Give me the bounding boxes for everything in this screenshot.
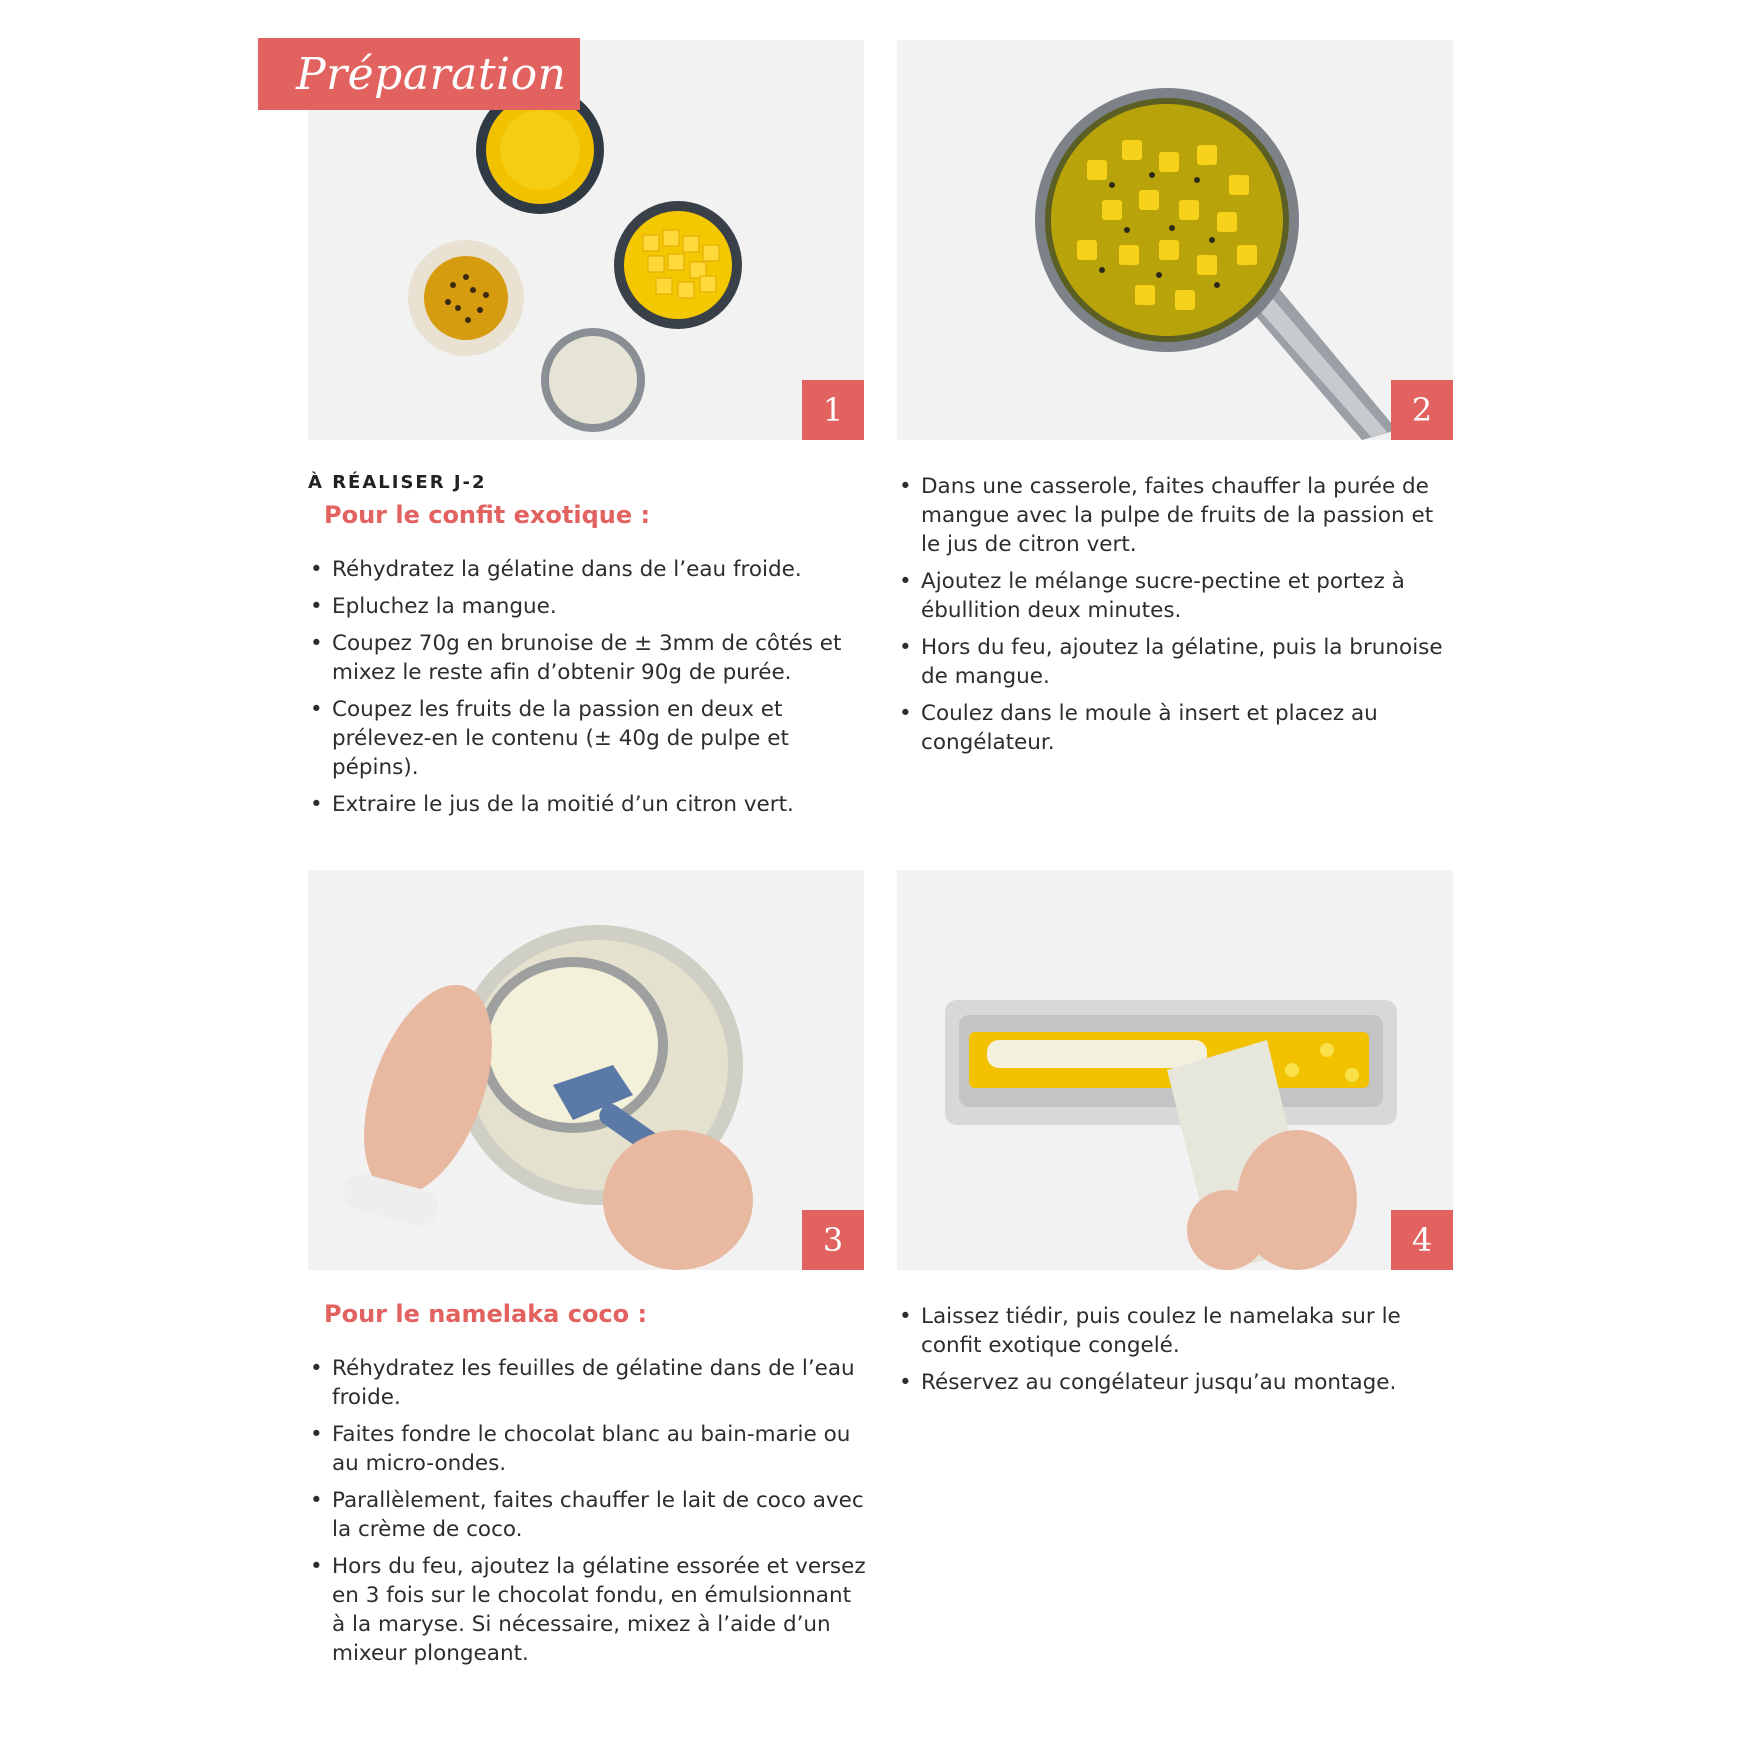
- list-item: • Laissez tiédir, puis coulez le namelaka sur le confit exotique congelé.: [897, 1302, 1457, 1360]
- step-3-photo: [308, 870, 864, 1270]
- list-item: • Extraire le jus de la moitié d’un citron vert.: [308, 790, 868, 819]
- list-item: • Faites fondre le chocolat blanc au bain-marie ou au micro-ondes.: [308, 1420, 868, 1478]
- step-2-text: [897, 472, 1457, 765]
- step-1-badge: 1: [802, 380, 864, 440]
- list-item: • Coupez 70g en brunoise de ± 3mm de côtés et mixez le reste afin d’obtenir 90g de purée.: [308, 629, 868, 687]
- saucepan-illustration: [897, 40, 1453, 440]
- step-2-list: [897, 472, 1457, 757]
- list-item: • Réhydratez les feuilles de gélatine dans de l’eau froide.: [308, 1354, 868, 1412]
- step-4-list: [897, 1302, 1457, 1397]
- list-item: • Coulez dans le moule à insert et placez au congélateur.: [897, 699, 1457, 757]
- step-3-text: [308, 1300, 868, 1676]
- step-2-photo: [897, 40, 1453, 440]
- step-3-heading: Pour le namelaka coco :: [324, 1300, 648, 1328]
- step-1-kicker: À RÉALISER J-2: [308, 472, 487, 493]
- step-2-badge: 2: [1391, 380, 1453, 440]
- list-item: • Hors du feu, ajoutez la gélatine, puis la brunoise de mangue.: [897, 633, 1457, 691]
- step-4-badge: 4: [1391, 1210, 1453, 1270]
- list-item: • Dans une casserole, faites chauffer la purée de mangue avec la pulpe de fruits de la passion et le jus de citron vert.: [897, 472, 1457, 559]
- section-title: Préparation: [296, 48, 567, 100]
- list-item: • Réservez au congélateur jusqu’au montage.: [897, 1368, 1457, 1397]
- section-banner: [258, 38, 580, 110]
- list-item: • Coupez les fruits de la passion en deux et prélevez-en le contenu (± 40g de pulpe et pépins).: [308, 695, 868, 782]
- step-3-list: [308, 1354, 868, 1668]
- mixing-bowl-illustration: [308, 870, 864, 1270]
- step-1-heading: Pour le confit exotique :: [324, 501, 651, 529]
- step-1-text: [308, 472, 868, 827]
- list-item: • Hors du feu, ajoutez la gélatine essorée et versez en 3 fois sur le chocolat fondu, en émulsionnant à la maryse. Si nécessaire, mixez à l’aide d’un mixeur plongeant.: [308, 1552, 868, 1668]
- step-4-photo: [897, 870, 1453, 1270]
- step-4-text: [897, 1302, 1457, 1405]
- mold-pouring-illustration: [897, 870, 1453, 1270]
- list-item: • Ajoutez le mélange sucre-pectine et portez à ébullition deux minutes.: [897, 567, 1457, 625]
- list-item: • Réhydratez la gélatine dans de l’eau froide.: [308, 555, 868, 584]
- step-1-list: [308, 555, 868, 819]
- step-3-badge: 3: [802, 1210, 864, 1270]
- list-item: • Parallèlement, faites chauffer le lait de coco avec la crème de coco.: [308, 1486, 868, 1544]
- list-item: • Epluchez la mangue.: [308, 592, 868, 621]
